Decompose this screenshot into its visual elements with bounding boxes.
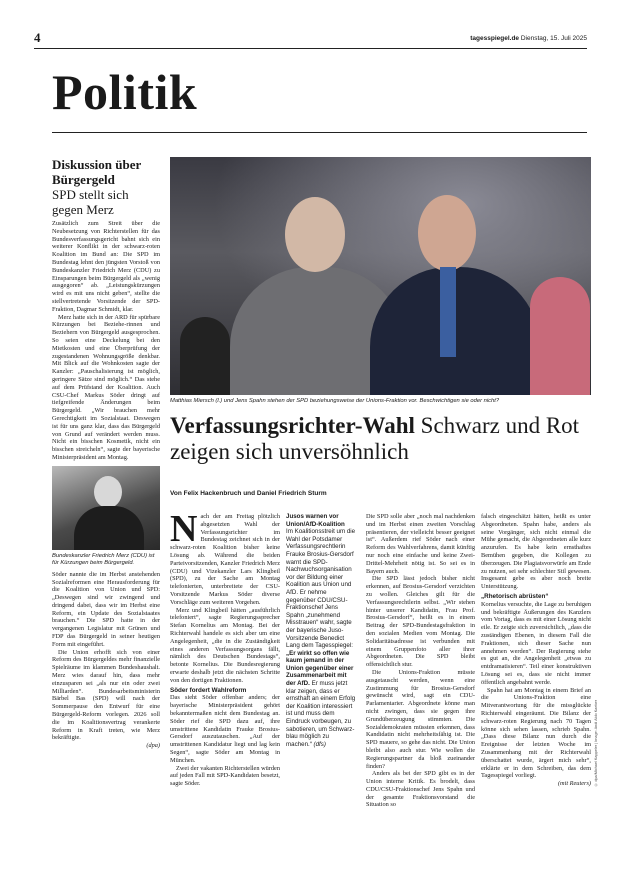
photo-person-left-head [285,197,345,272]
sidebar-photo-caption: Bundeskanzler Friedrich Merz (CDU) ist für Kürzungen beim Bürgergeld. [52,552,155,566]
subheading: Söder fordert Wahlreform [170,686,247,694]
article-paragraph: Das sieht Söder offenbar anders; der bayerische Ministerpräsident gehört bekanntermaßen nicht dem Bundestag an. Söder rief die SPD dazu auf, ihre umstrittene Kandidatin Frauke Brosius-Gersdorf auszutauschen. „Auf der umstrittenen Kandidatur liegt und lag kein Segen“, sagte Söder am Montag in München. [170,694,280,764]
sidebar-source: (dpa) [146,742,160,750]
photo-bg-person [180,317,230,395]
article-paragraph: Anders als bei der SPD gibt es in der Union interne Kritik. Es brodelt, dass CDU/CSU-Fraktionschef Jens Spahn und der gesamte Fraktionsvorstand die Situation so [366,770,475,809]
info-box-body: Im Koalitionsstreit um die Wahl der Potsdamer Verfassungsrechtlerin Frauke Brosius-Gersdorf warnt die SPD-Nachwuchsorganisation vor der Bildung einer Koalition aus Union und AfD. Er nehme gegenüber CDU/CSU-Fraktionschef Jens Spahn „zunehmend Misstrauen“ wahr, sagte der bayerische Juso-Vorsitzende Benedict Lang dem Tagesspiegel: [286,528,356,650]
article-column-3 [366,513,475,809]
photo-credit: © dpa/Michael Kappeler | Image: Andi Aldo Kaeber [594,700,598,787]
photo-tie [440,267,456,357]
subheading: „Rhetorisch abrüsten“ [481,592,549,600]
info-box-source: (dfs) [313,740,326,748]
sidebar-paragraph: Merz hatte sich in der ARD für spürbare Kürzungen bei Beziehe-rinnen und Beziehern von Bürgergeld ausgesprochen. So seien eine Deckelung bei den Mietkosten und eine Überprüfung der zugestandenen Wohnungsgröße denkbar. Mit Blick auf die Wohnkosten sagte der Kanzler: „Pauschalisierung ist möglich, geringere Sätze sind möglich.“ Das stehe auf dem Prüfstand der Koalition. Auch CSU-Chef Markus Söder dringt auf tiefgreifende Änderungen beim Bürgergeld. „Wir brauchen mehr Gerechtigkeit im Sozialstaat. Deswegen ist für uns ganz klar, dass das Bürgergeld von Grund auf verändert werden muss. Nicht ein bisschen Kosmetik, nicht ein bisschen streicheln“, sagte der bayerische Ministerpräsident am Montag. [52,313,160,461]
headline-rest: Schwarz und Rot zeigen sich unversöhnlich [170,413,580,464]
byline: Von Felix Hackenbruch und Daniel Friedrich Sturm [170,490,327,497]
info-box-body-2: Er muss jetzt klar zeigen, dass er ernsthaft an einem Erfolg der Koalition interessiert ist und muss dem Eindruck vorbeugen, zu sabotieren, um Schwarz-blau möglich zu machen.“ [286,680,356,748]
article-paragraph [170,508,280,607]
article-column-1 [170,508,280,788]
top-rule [34,48,587,49]
sidebar-paragraph: Söder nannte die im Herbst anstehenden Sozialreformen eine Herausforderung für die Koalition von Union und SPD: „Deswegen sind wir zwingend und dringend dabei, dass wir im Herbst eine Reform, ein Update des Sozialstaates brauchen.“ Die SPD hatte in der vergangenen Legislatur mit Grünen und FDP das Bürgergeld in seiner heutigen Form mit eingeführt. [52,570,160,648]
masthead-date: Dienstag, 15. Juli 2025 [520,35,587,42]
photo-person-body [74,506,144,550]
masthead-brand: tagesspiegel.de [470,35,520,42]
article-headline [170,413,591,465]
main-photo-caption: Matthias Miersch (l.) und Jens Spahn stehen der SPD beziehungsweise der Unions-Fraktion vor. Beschwichtigen sie oder nicht? [170,398,500,404]
main-photo [170,157,591,395]
sidebar-body [52,220,160,462]
section-rule [52,132,587,133]
photo-person-right-head [418,195,476,271]
article-paragraph: Die Unions-Fraktion müsste ausgetauscht werden, wenn eine Zustimmung für Brosius-Gersdorf gewünscht wird, sagt ein CDU-Parlamentarier. Abgeordnete könne man nicht zwingen, dass sie gegen ihre Grundüberzeugung stimmten. Die Sozialdemokraten müssten erkennen, dass Kandidatin nicht mehrheitsfähig ist. Die SPD mauere, so gehe das nicht. Die Union bleibt also auch stur. Wie wollen die Regierungspartner da bloß zueinander finden? [366,668,475,770]
info-box-quote: „Er wirkt so offen wie kaum jemand in der Union gegenüber einer Zusammenarbeit mit der AfD. [286,649,354,688]
article-paragraph: Die SPD lässt jedoch bisher nicht erkennen, auf Brosius-Gersdorf verzichten zu wollen. Gleiches gilt für die Verfassungsrechtlerin selbst. „Wir stehen hinter unserer Kandidatin, Frau Prof. Brosius-Gersdorf“, heißt es in einem Beitrag der SPD-Bundestagsfraktion in den sozialen Medien vom Montag. Die Solidaritätsadresse ist verbunden mit einem Gruppenfoto aller ihrer Abgeordneten. Die SPD bleibt offensichtlich stur. [366,575,475,669]
headline-bold: Verfassungsrichter-Wahl [170,413,415,438]
masthead [470,35,587,42]
info-box-title: Jusos warnen vor Union/AfD-Koalition [286,513,345,528]
sidebar-body-2 [52,571,160,750]
article-paragraph: Merz und Klingbeil hätten „ausführlich telefoniert“, sagte Regierungssprecher Stefan Kornelius am Montag. Bei der Richterwahl handele es sich aber um eine Angelegenheit, „die in die Zuständigkeit eines anderen Verfassungsorgans fällt, nämlich des Deutschen Bundestags“, betonte Kornelius. Die Bundesregierung erwarte deshalb jetzt die nächsten Schritte von den dortigen Fraktionen. [170,606,280,684]
article-paragraph: Spahn hat am Montag in einem Brief an die Unions-Fraktion eine Mitverantwortung für die missglückte Richterwahl eingeräumt. Die Bilanz der schwarz-roten Regierung nach 70 Tagen könne sich sehen lassen, schrieb Spahn. „Dass diese Bilanz nun durch die Ereignisse der letzten Woche im Zusammenhang mit der Richterwahl überschattet wurde, ärgert mich sehr“, erklärte er in dem Schreiben, das dem Tagesspiegel vorliegt. [481,686,591,780]
sidebar-headline: SPD stellt sich gegen Merz [52,187,129,217]
article-paragraph: Die SPD solle aber „noch mal nachdenken und im Herbst einen zweiten Vorschlag präsentieren, der vielleicht besser geeignet ist“. Außerdem rief Söder nach einer Reform des Wahlverfahrens, damit künftig nur noch eine einfache und keine Zwei-Drittel-Mehrheit nötig ist. So sei es in Bayern auch. [366,513,475,575]
dropcap: N [170,508,198,550]
info-box [286,513,356,748]
article-paragraph: Zwei der vakanten Richterstellen würden auf jeden Fall mit SPD-Kandidaten besetzt, sagte Söder. [170,764,280,788]
photo-person-head [94,476,122,508]
article-column-4 [481,513,591,788]
sidebar-kicker: Diskussion über Bürgergeld [52,157,141,187]
sidebar-paragraph: Die Union erhofft sich von einer Reform des Bürgergeldes mehr finanzielle Spielräume im klammen Bundeshaushalt. Merz wies darauf hin, dass mehr einzusparen sei „als nur ein oder zwei Milliarden“. Bundesarbeitsministerin Bärbel Bas (SPD) will nach der Sommerpause den Entwurf für eine Bürgergeld-Reform vorlegen. 2026 soll die im Koalitionsvertrag verankerte Reform in Kraft treten, wie Merz bekräftigte. [52,648,160,742]
page-number: 4 [34,30,41,45]
photo-bg-person [530,277,590,395]
section-title: Politik [52,64,198,120]
merz-photo [52,466,160,550]
article-paragraph: Kornelius versuchte, die Lage zu beruhigen und bekräftigte Äußerungen des Kanzlers vom Vortag, dass es mit einer Lösung nicht eile. Er zeigte sich zuversichtlich, „dass die zuständigen Ebenen, in diesem Fall die Fraktionen, sich dieser Sache nun annehmen werden“. Der Regierung stehe es gut an, die Angelegenheit „etwas zu entdramatisieren“. Teil einer konstruktiven Lösung sei es, dass sie nicht immer öffentlich angebahnt werde. [481,600,591,686]
info-box-text [286,528,356,748]
article-paragraph: falsch eingeschätzt hätten, heißt es unter Abgeordneten. Spahn habe, anders als seine Vorgänger, sich nicht einmal die Mühe gemacht, die Abgeordneten alle kurz anzurufen. Es habe kein ernsthaftes Bemühen gegeben, die Kollegen zu überzeugen. Die Plagiatsvorwürfe am Ende zu nutzen, sei sehr schlechter Stil gewesen. Insgesamt gebe es aber noch breite Unterstützung. [481,513,591,591]
lead-text: ach der am Freitag plötzlich abgesetzten Wahl der Verfassungsrichter im Bundestag zeichnet sich in der schwarz-roten Koalition bisher keine Lösung ab. Während die beiden Parteivorsitzenden, Kanzler Friedrich Merz (CDU) und Vizekanzler Lars Klingbeil (SPD), zu der Sache am Montag telefonierten, unterbreitete der CSU-Vorsitzende Markus Söder diverse Vorschläge zum weiteren Vorgehen. [170,513,280,606]
article-source: (mit Reuters) [557,780,591,788]
sidebar-paragraph: Zusätzlich zum Streit über die Neubesetzung von Richterstellen für das Bundesverfassungsgericht bahnt sich ein weiterer Konflikt in der schwarz-roten Koalition im Bund an: Die SPD im Bundestag lehnt den jüngsten Vorstoß von Bundeskanzler Friedrich Merz (CDU) zu Einsparungen beim Bürgergeld als „wenig ausgegoren“ ab. „Leistungskürzungen wird es mit uns nicht geben“, stellte die stellvertretende Vorsitzende der SPD-Fraktion, Dagmar Schmidt, klar. [52,220,160,313]
sidebar-article [52,157,160,750]
